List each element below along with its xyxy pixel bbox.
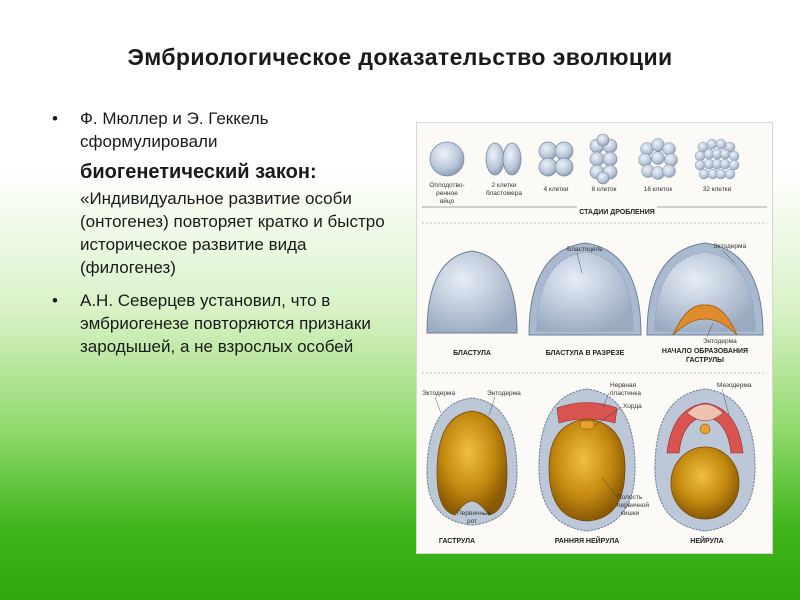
page-title: Эмбриологическое доказательство эволюции bbox=[127, 44, 673, 70]
label-zygote-line1: Оплодотво- bbox=[429, 182, 465, 189]
leader-line bbox=[435, 397, 441, 413]
thirty-two-cell-stage bbox=[695, 139, 739, 179]
eight-cell-stage bbox=[590, 134, 617, 184]
bullet-item-law bbox=[52, 107, 387, 279]
cleavage-row bbox=[422, 134, 767, 223]
label-2-cells-line2: бластомера bbox=[486, 190, 522, 197]
label-neural-plate-line1: Нервная bbox=[610, 382, 637, 389]
blastula-section bbox=[529, 243, 641, 335]
bullet-term: биогенетический закон: bbox=[80, 161, 317, 183]
caption-blastula: БЛАСТУЛА bbox=[453, 350, 491, 357]
label-neural-plate-line2: пластинка bbox=[610, 390, 641, 397]
label-primary-mouth-line1: Первичный bbox=[457, 510, 492, 517]
embryology-illustration bbox=[417, 123, 772, 553]
label-endoderm-blastula: Энтодерма bbox=[703, 338, 737, 345]
label-zygote-line3: яйцо bbox=[439, 198, 455, 205]
label-zygote-line2: ренное bbox=[436, 190, 458, 197]
two-cell-stage bbox=[486, 143, 521, 175]
caption-early-neurula: РАННЯЯ НЕЙРУЛА bbox=[554, 538, 620, 545]
caption-blastula-section: БЛАСТУЛА В РАЗРЕЗЕ bbox=[545, 350, 625, 357]
neurula-row bbox=[422, 382, 755, 545]
embryology-figure bbox=[416, 122, 773, 554]
label-gut-line1: Полость bbox=[617, 494, 643, 501]
label-2-cells-line1: 2 клетки bbox=[491, 182, 517, 189]
blastula-row bbox=[422, 243, 767, 373]
neurula bbox=[655, 389, 755, 531]
label-ectoderm-blastula: Эктодерма bbox=[713, 243, 747, 250]
label-4-cells: 4 клетки bbox=[543, 186, 569, 193]
label-mesoderm: Мезодерма bbox=[717, 382, 752, 389]
label-blastocoel: Бластоцель bbox=[567, 246, 603, 253]
label-gut-line2: первичной bbox=[617, 502, 650, 509]
four-cell-stage bbox=[539, 142, 573, 176]
bullet-marker: • bbox=[52, 291, 58, 310]
blastula-whole bbox=[427, 251, 517, 333]
label-ectoderm-gastrula: Эктодерма bbox=[422, 390, 456, 397]
early-gastrula bbox=[647, 243, 763, 335]
zygote-cell bbox=[430, 142, 464, 176]
bullet-list bbox=[52, 107, 387, 368]
caption-gastrula: ГАСТРУЛА bbox=[438, 538, 476, 545]
label-32-cells: 32 клетки bbox=[702, 186, 732, 193]
bullet-intro: Ф. Мюллер и Э. Геккель сформулировали bbox=[80, 109, 269, 151]
label-16-cells: 16 клеток bbox=[643, 186, 673, 193]
bullet-body: А.Н. Северцев установил, что в эмбриогенезе повторяются признаки зародышей, а не взрослых особей bbox=[80, 291, 371, 356]
caption-neurula: НЕЙРУЛА bbox=[690, 538, 724, 545]
caption-cleavage-stages: СТАДИИ ДРОБЛЕНИЯ bbox=[579, 209, 655, 216]
bullet-item-severtsev bbox=[52, 289, 387, 358]
label-gut-line3: кишки bbox=[621, 510, 640, 517]
gastrula bbox=[427, 398, 517, 525]
bullet-marker: • bbox=[52, 109, 58, 128]
label-8-cells: 8 клеток bbox=[591, 186, 617, 193]
label-primary-mouth-line2: рот bbox=[467, 518, 478, 525]
caption-gastrulation-start-line2: ГАСТРУЛЫ bbox=[686, 357, 724, 364]
label-endoderm-gastrula: Энтодерма bbox=[487, 390, 521, 397]
sixteen-cell-stage bbox=[639, 139, 678, 180]
caption-gastrulation-start-line1: НАЧАЛО ОБРАЗОВАНИЯ bbox=[661, 348, 749, 355]
bullet-body: «Индивидуальное развитие особи (онтогенез) повторяет кратко и быстро историческое развитие вида (филогенез) bbox=[80, 189, 385, 277]
label-chord: Хорда bbox=[623, 403, 642, 410]
